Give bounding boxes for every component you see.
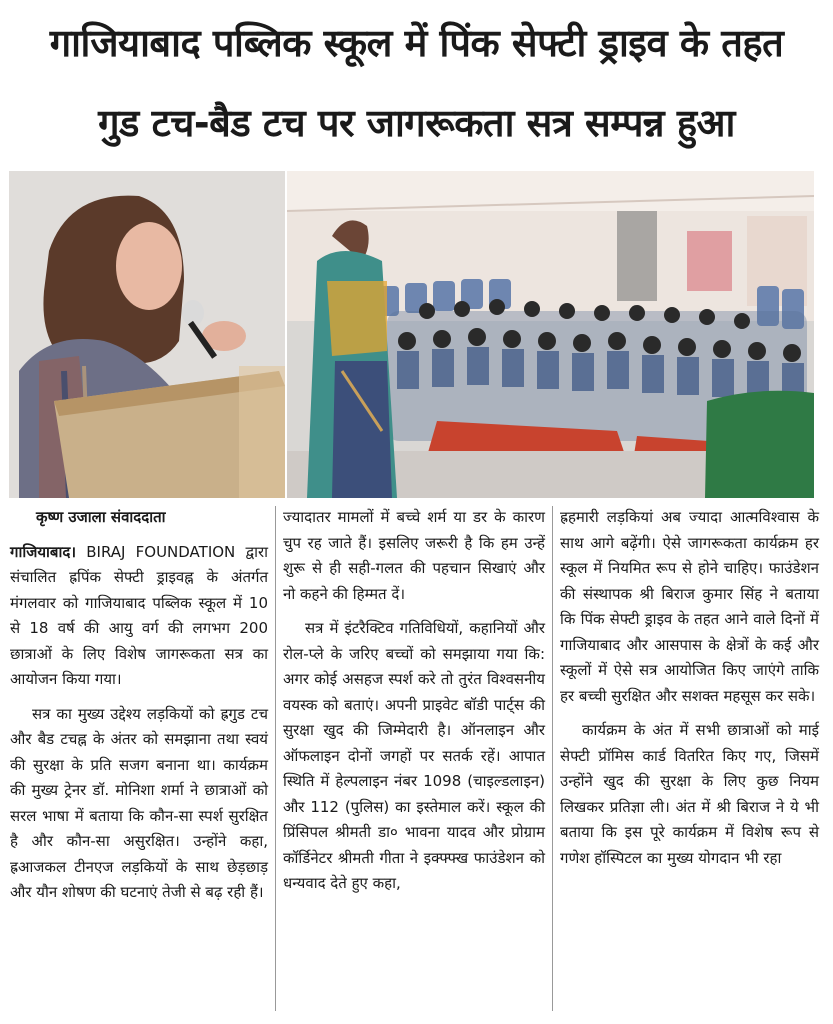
article-paragraph: ह्रहमारी लड़कियां अब ज्यादा आत्मविश्वास के साथ आगे बढ़ेंगी। ऐसे जागरूकता कार्यक्रम हर स्कूल में नियमित रूप से होने चाहिए। फाउंडेशन की संस्थापक श्री बिराज कुमार सिंह ने बताया कि पिंक सेफ्टी ड्राइव के तहत आने वाले दिनों में गाजियाबाद और आसपास के क्षेत्रों के कई और स्कूलों में ऐसे सत्र आयोजित किए जाएंगे ताकि हर बच्ची सुरक्षित और सशक्त महसूस कर सके। xyxy=(560,508,819,705)
article-paragraph: कार्यक्रम के अंत में सभी छात्राओं को माई सेफ्टी प्रॉमिस कार्ड वितरित किए गए, जिसमें उन्होंने खुद की सुरक्षा के लिए कुछ नियम लिखकर प्रतिज्ञा ली। अंत में श्री बिराज ने ये भी बताया कि इस पूरे कार्यक्रम में विशेष रूप से गणेश हॉस्पिटल का मुख्य योगदान भी रहा xyxy=(560,721,819,867)
article-text: BIRAJ FOUNDATION द्वारा संचालित ह्रपिंक सेफ्टी ड्राइवह्न के अंतर्गत मंगलवार को गाजियाबाद पब्लिक स्कूल में 10 से 18 वर्ष की आयु वर्ग की लगभग 200 छात्राओं के लिए विशेष जागरूकता सत्र का आयोजन किया गया। xyxy=(10,542,268,688)
article-paragraph: ज्यादातर मामलों में बच्चे शर्म या डर के कारण चुप रह जाते हैं। इसलिए जरूरी है कि हम उन्हें शुरू से ही सही-गलत की पहचान सिखाएं और नो कहने की हिम्मत दें। xyxy=(283,508,545,603)
article-paragraph: सत्र में इंटरैक्टिव गतिविधियों, कहानियों और रोल-प्ले के जरिए बच्चों को समझाया गया कि: अगर कोई असहज स्पर्श करे तो तुरंत विश्वसनीय वयस्क को बताएं। अपनी प्राइवेट बॉडी पार्ट्स की सुरक्षा खुद की जिम्मेदारी है। ऑनलाइन और ऑफलाइन दोनों जगहों पर सतर्क रहें। आपात स्थिति में हेल्पलाइन नंबर 1098 (चाइल्डलाइन) और 112 (पुलिस) का इस्तेमाल करें। स्कूल की प्रिंसिपल श्रीमती डा० भावना यादव और प्रोग्राम कॉर्डिनेटर श्रीमती गीता ने इक्फ्फ्ख फाउंडेशन को धन्यवाद देते हुए कहा, xyxy=(283,619,545,892)
column-divider xyxy=(552,506,553,1011)
students-seated-in-hall-photo xyxy=(287,171,814,498)
headline-line-2: गुड टच-बैड टच पर जागरूकता सत्र सम्पन्न हुआ xyxy=(98,101,735,145)
column-divider xyxy=(275,506,276,1011)
byline-reporter: कृष्ण उजाला संवाददाता xyxy=(36,508,166,526)
headline xyxy=(0,0,833,165)
headline-line-1: गाजियाबाद पब्लिक स्कूल में पिंक सेफ्टी ड्राइव के तहत xyxy=(49,21,784,65)
page-bottom-edge xyxy=(0,1014,833,1024)
speaker-at-podium-photo xyxy=(9,171,285,498)
byline-place: गाजियाबाद। xyxy=(10,542,77,561)
article-column-3 xyxy=(560,505,819,880)
article-paragraph: सत्र का मुख्य उद्देश्य लड़कियों को ह्रगुड टच और बैड टचह्न के अंतर को समझाना तथा स्वयं की सुरक्षा के प्रति सजग बनाना था। कार्यक्रम की मुख्य ट्रेनर डॉ. मोनिशा शर्मा ने छात्राओं को सरल भाषा में बताया कि कौन-सा स्पर्श सुरक्षित है और कौन-सा असुरक्षित। उन्होंने कहा, ह्रआजकल टीनएज लड़कियों के साथ छेड़छाड़ और यौन शोषण की घटनाएं तेजी से बढ़ रही हैं। xyxy=(10,704,268,901)
article-paragraph xyxy=(10,540,268,693)
article-column-1 xyxy=(10,505,268,915)
article-column-2 xyxy=(283,505,545,906)
